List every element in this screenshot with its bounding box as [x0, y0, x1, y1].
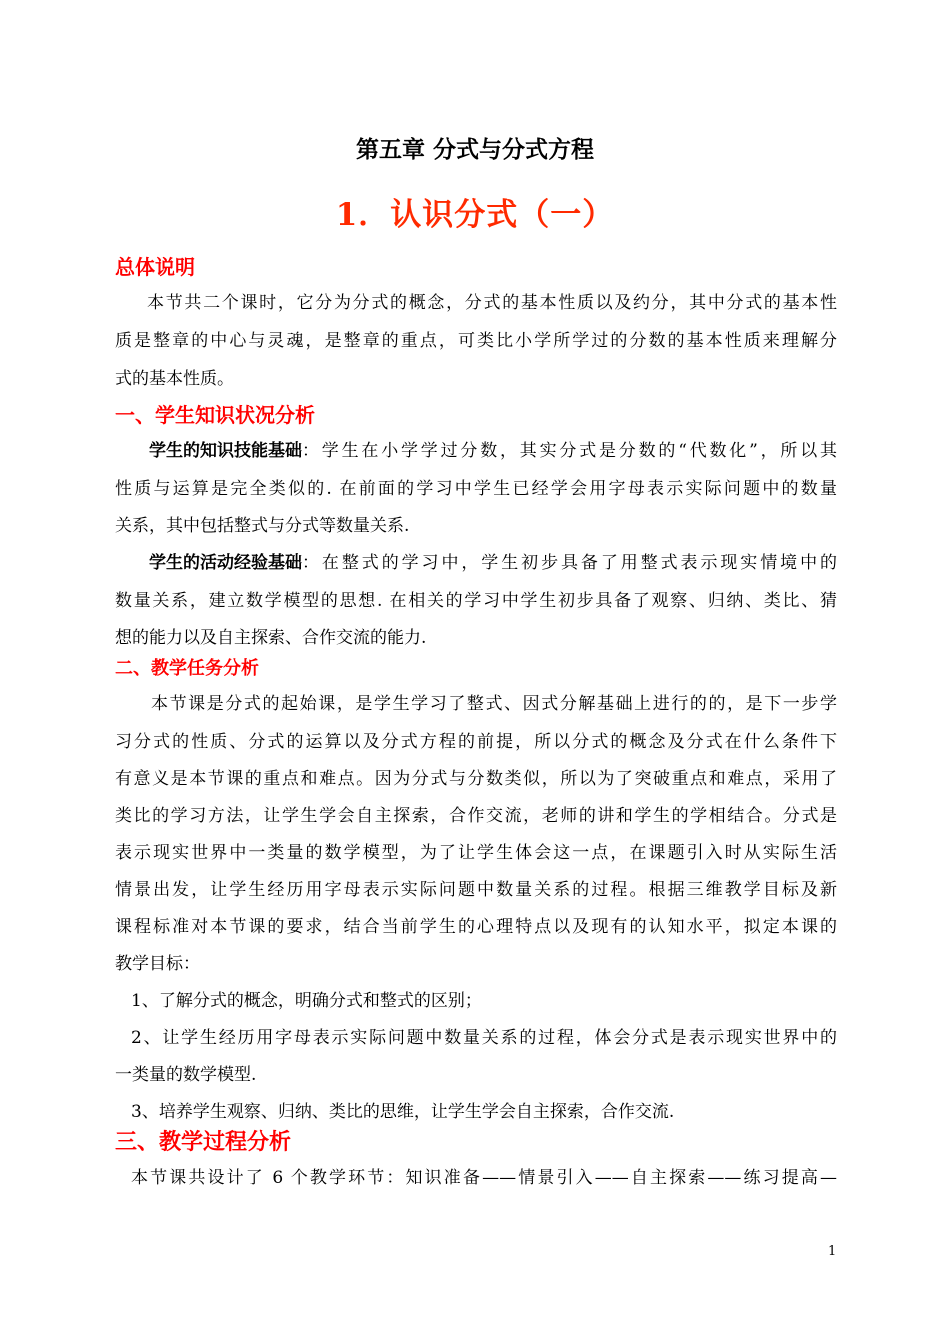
paragraph-line: 教学目标： — [115, 954, 200, 974]
paragraph-line: 性质与运算是完全类似的. 在前面的学习中学生已经学会用字母表示实际问题中的数量 — [115, 479, 837, 499]
page-number: 1 — [828, 1244, 837, 1259]
paragraph-line: 本节课共设计了 6 个教学环节：知识准备——情景引入——自主探索——练习提高— — [131, 1168, 837, 1188]
knowledge-base-label: 学生的知识技能基础 — [149, 441, 302, 461]
section-heading-student-analysis: 一、学生知识状况分析 — [115, 403, 315, 427]
section-heading-task-analysis: 二、教学任务分析 — [115, 658, 259, 679]
paragraph-line — [149, 436, 837, 466]
paragraph-line: 质是整章的中心与灵魂，是整章的重点，可类比小学所学过的分数的基本性质来理解分 — [115, 331, 837, 351]
activity-base-label: 学生的活动经验基础 — [149, 553, 302, 573]
goal-item: 3、培养学生观察、归纳、类比的思维，让学生学会自主探索，合作交流. — [131, 1102, 675, 1122]
goal-item: 2、让学生经历用字母表示实际问题中数量关系的过程，体会分式是表示现实世界中的 — [131, 1028, 837, 1048]
knowledge-base-text: ：学生在小学学过分数，其实分式是分数的“代数化”，所以其 — [302, 441, 837, 461]
paragraph-line: 关系，其中包括整式与分式等数量关系. — [115, 516, 410, 536]
lesson-title: 1．认识分式（一） — [335, 197, 615, 233]
paragraph-line: 数量关系，建立数学模型的思想. 在相关的学习中学生初步具备了观察、归纳、类比、猜 — [115, 591, 837, 611]
paragraph-line: 有意义是本节课的重点和难点。因为分式与分数类似，所以为了突破重点和难点，采用了 — [115, 769, 837, 789]
paragraph-line: 本节课是分式的起始课，是学生学习了整式、因式分解基础上进行的的，是下一步学 — [151, 694, 837, 714]
paragraph-line: 习分式的性质、分式的运算以及分式方程的前提，所以分式的概念及分式在什么条件下 — [115, 732, 837, 752]
paragraph-line: 课程标准对本节课的要求，结合当前学生的心理特点以及现有的认知水平，拟定本课的 — [115, 917, 837, 937]
goal-item: 1、了解分式的概念，明确分式和整式的区别； — [131, 991, 482, 1011]
paragraph-line: 类比的学习方法，让学生学会自主探索，合作交流，老师的讲和学生的学相结合。分式是 — [115, 806, 837, 826]
paragraph-line: 想的能力以及自主探索、合作交流的能力. — [115, 628, 427, 648]
paragraph-line: 本节共二个课时，它分为分式的概念，分式的基本性质以及约分，其中分式的基本性 — [147, 293, 837, 313]
paragraph-line: 式的基本性质。 — [115, 369, 234, 389]
paragraph-line: 情景出发，让学生经历用字母表示实际问题中数量关系的过程。根据三维教学目标及新 — [115, 880, 837, 900]
paragraph-line: 表示现实世界中一类量的数学模型，为了让学生体会这一点，在课题引入时从实际生活 — [115, 843, 837, 863]
activity-base-text: ：在整式的学习中，学生初步具备了用整式表示现实情境中的 — [302, 553, 837, 573]
chapter-title: 第五章 分式与分式方程 — [355, 136, 594, 163]
section-heading-overview: 总体说明 — [115, 255, 195, 279]
section-heading-process-analysis: 三、教学过程分析 — [115, 1129, 292, 1155]
paragraph-line — [149, 548, 837, 578]
goal-item: 一类量的数学模型. — [115, 1065, 257, 1085]
